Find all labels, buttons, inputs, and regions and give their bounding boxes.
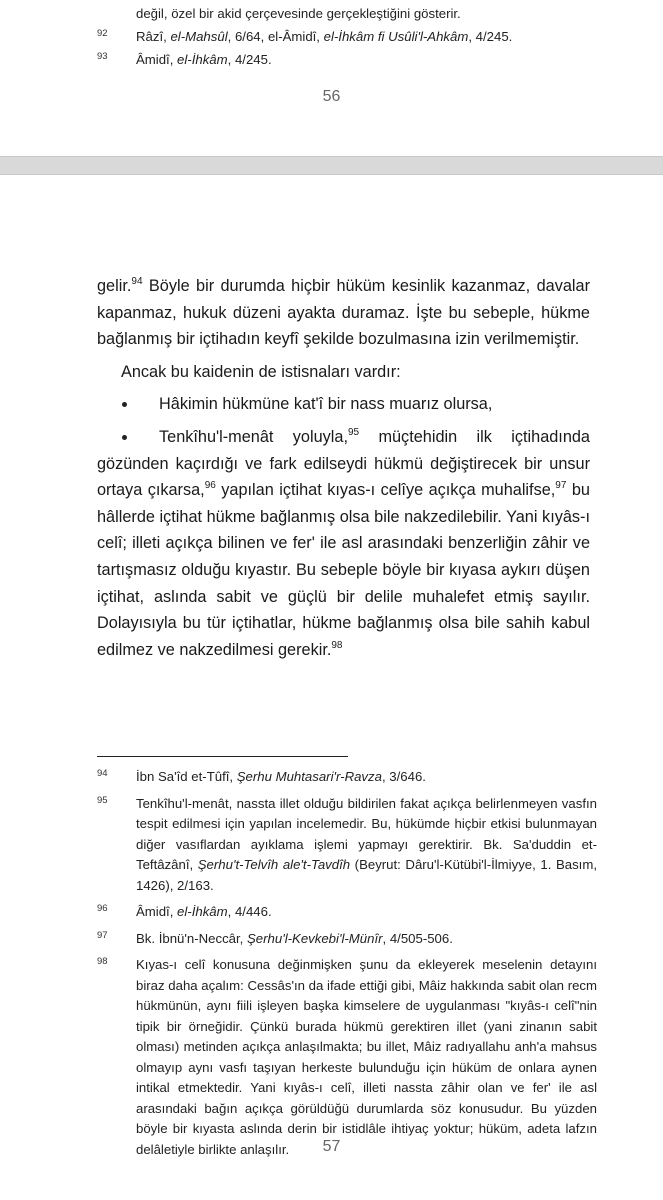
footnote-number: 97 (97, 929, 108, 941)
paragraph-1: gelir.$^{94}$ Böyle bir durumda hiçbir hüküm kesinlik kazanmaz, davalar kapanmaz, hukuk düzeni ayakta duramaz. İşte bu sebeple, hükme bağlanmış bir içtihadın keyfî şekilde bozulmasına izin verilmemiştir. (97, 276, 590, 349)
bullet-icon (122, 402, 127, 407)
footnote-ref-96[interactable]: 96 (204, 480, 216, 492)
page-57 (0, 174, 663, 1200)
footnote-separator (97, 756, 348, 757)
footnote-text: Âmidî, el-İhkâm, 4/446. (136, 904, 272, 919)
paragraph-2: Ancak bu kaidenin de istisnaları vardır: (121, 362, 401, 381)
footnote-number: 96 (97, 903, 108, 914)
footnote-number: 94 (97, 768, 108, 779)
footnote-text: İbn Sa'îd et-Tûfî, Şerhu Muhtasari'r-Ravza, 3/646. (136, 769, 426, 784)
footnote-number: 93 (97, 51, 108, 62)
footnote-number: 92 (97, 28, 108, 39)
footnote-text: değil, özel bir akid çerçevesinde gerçekleştiğini gösterir. (136, 6, 461, 21)
footnote-92 (97, 27, 597, 46)
bullet-item-2: Tenkîhu'l-menât yoluyla,$^{95}$ müçtehidin ilk içtihadında gözünden kaçırdığı ve fark edilseydi hükmü değiştirecek bir unsur ortaya çıkarsa,$^{96}$ yapılan içtihat kıyas-ı celîye açıkça muhalifse,$^{97}$ bu hâllerde içtihat hükme bağlanmış olsa bile nakzedilebilir. Yani kıyâs-ı celî; illeti açıkça bilinen ve fer' ile asl arasındaki benzerliğin zâhir ve tartışmasız olduğu kıyastır. Bu sebeple böyle bir kıyasa aykırı düşen içtihat, aslında sabit ve güçlü bir delile muhalefet etmiş sayılır. Dolayısıyla bu tür içtihatlar, hükme bağlanmış olsa bile sahih kabul edilmez ve nakzedilmesi gerekir.$^{98}$ (97, 426, 590, 659)
footnote-93 (97, 50, 597, 69)
main-text (97, 273, 590, 663)
footnote-ref-98[interactable]: 98 (331, 639, 343, 651)
footnote-text: Tenkîhu'l-menât, nassta illet olduğu bildirilen fakat açıkça belirlenmeyen vasfın tespit edilmesi için yapılan incelemedir. Bu, hükümde hiçbir etkisi bulunmayan diğer vasıflardan ayıklama işlemi yapmayı gerektirir. Bk. Sa'duddin et-Teftâzânî, Şerhu't-Telvîh ale't-Tavdîh (Beyrut: Dâru'l-Kütübi'l-İlmiyye, 1. Basım, 1426), 2/163. (136, 795, 597, 893)
footnote-ref-97[interactable]: 97 (555, 480, 567, 492)
footnote-text: Bk. İbnü'n-Neccâr, Şerhu'l-Kevkebi'l-Münîr, 4/505-506. (136, 930, 453, 946)
footnote-91-continuation (97, 4, 597, 23)
footnote-text: Âmidî, el-İhkâm, 4/245. (136, 52, 272, 67)
footnotes (97, 767, 597, 1166)
footnote-94 (97, 767, 597, 788)
bullet-icon (122, 435, 127, 440)
footnote-98 (97, 955, 597, 1160)
page-56 (0, 0, 663, 157)
footnote-number: 98 (97, 956, 108, 967)
footnote-96 (97, 902, 597, 923)
page-number: 56 (322, 88, 341, 105)
footnote-text: Kıyas-ı celî konusuna değinmişken şunu da ekleyerek meselenin detayını biraz daha açalım: Cessâs'ın da ifade ettiği gibi, Mâiz hakkında sabit olan recm hükmünün, aynı fiili işleyen başka kimselere de uygulanması "kıyâs-ı celî"nin tipik bir örneğidir. Çünkü burada hükmü gerektiren illet (yani zinanın sabit olması) metinden açıkça anlaşılmakta; bu illet, Mâiz radıyallahu anh'a mahsus olmayıp aynı vasfı taşıyan herkeste bulunduğu için hüküm de onlara aynen intikal etmektedir. Yani kıyâs-ı celî, illeti nassta zâhir olan ve fer' ile asl arasındaki bağın açıkça görüldüğü durumlarda söz konusudur. Bu yüzden böyle bir kıyasta aslında derin bir istidlâle ihtiyaç yoktur; hüküm, adeta lafzın delâletiyle birlikte anlaşılır. (136, 957, 597, 1157)
footnote-ref-94[interactable]: 94 (131, 276, 143, 287)
page-number: 57 (322, 1138, 341, 1155)
footnote-ref-95[interactable]: 95 (347, 426, 360, 438)
footnote-text: Râzî, el-Mahsûl, 6/64, el-Âmidî, el-İhkâm fi Usûli'l-Ahkâm, 4/245. (136, 29, 513, 44)
footnote-97 (97, 929, 597, 950)
footnote-number: 95 (97, 794, 108, 806)
bullet-item-1: Hâkimin hükmüne kat'î bir nass muarız olursa, (97, 391, 590, 418)
footnote-95 (97, 794, 597, 897)
